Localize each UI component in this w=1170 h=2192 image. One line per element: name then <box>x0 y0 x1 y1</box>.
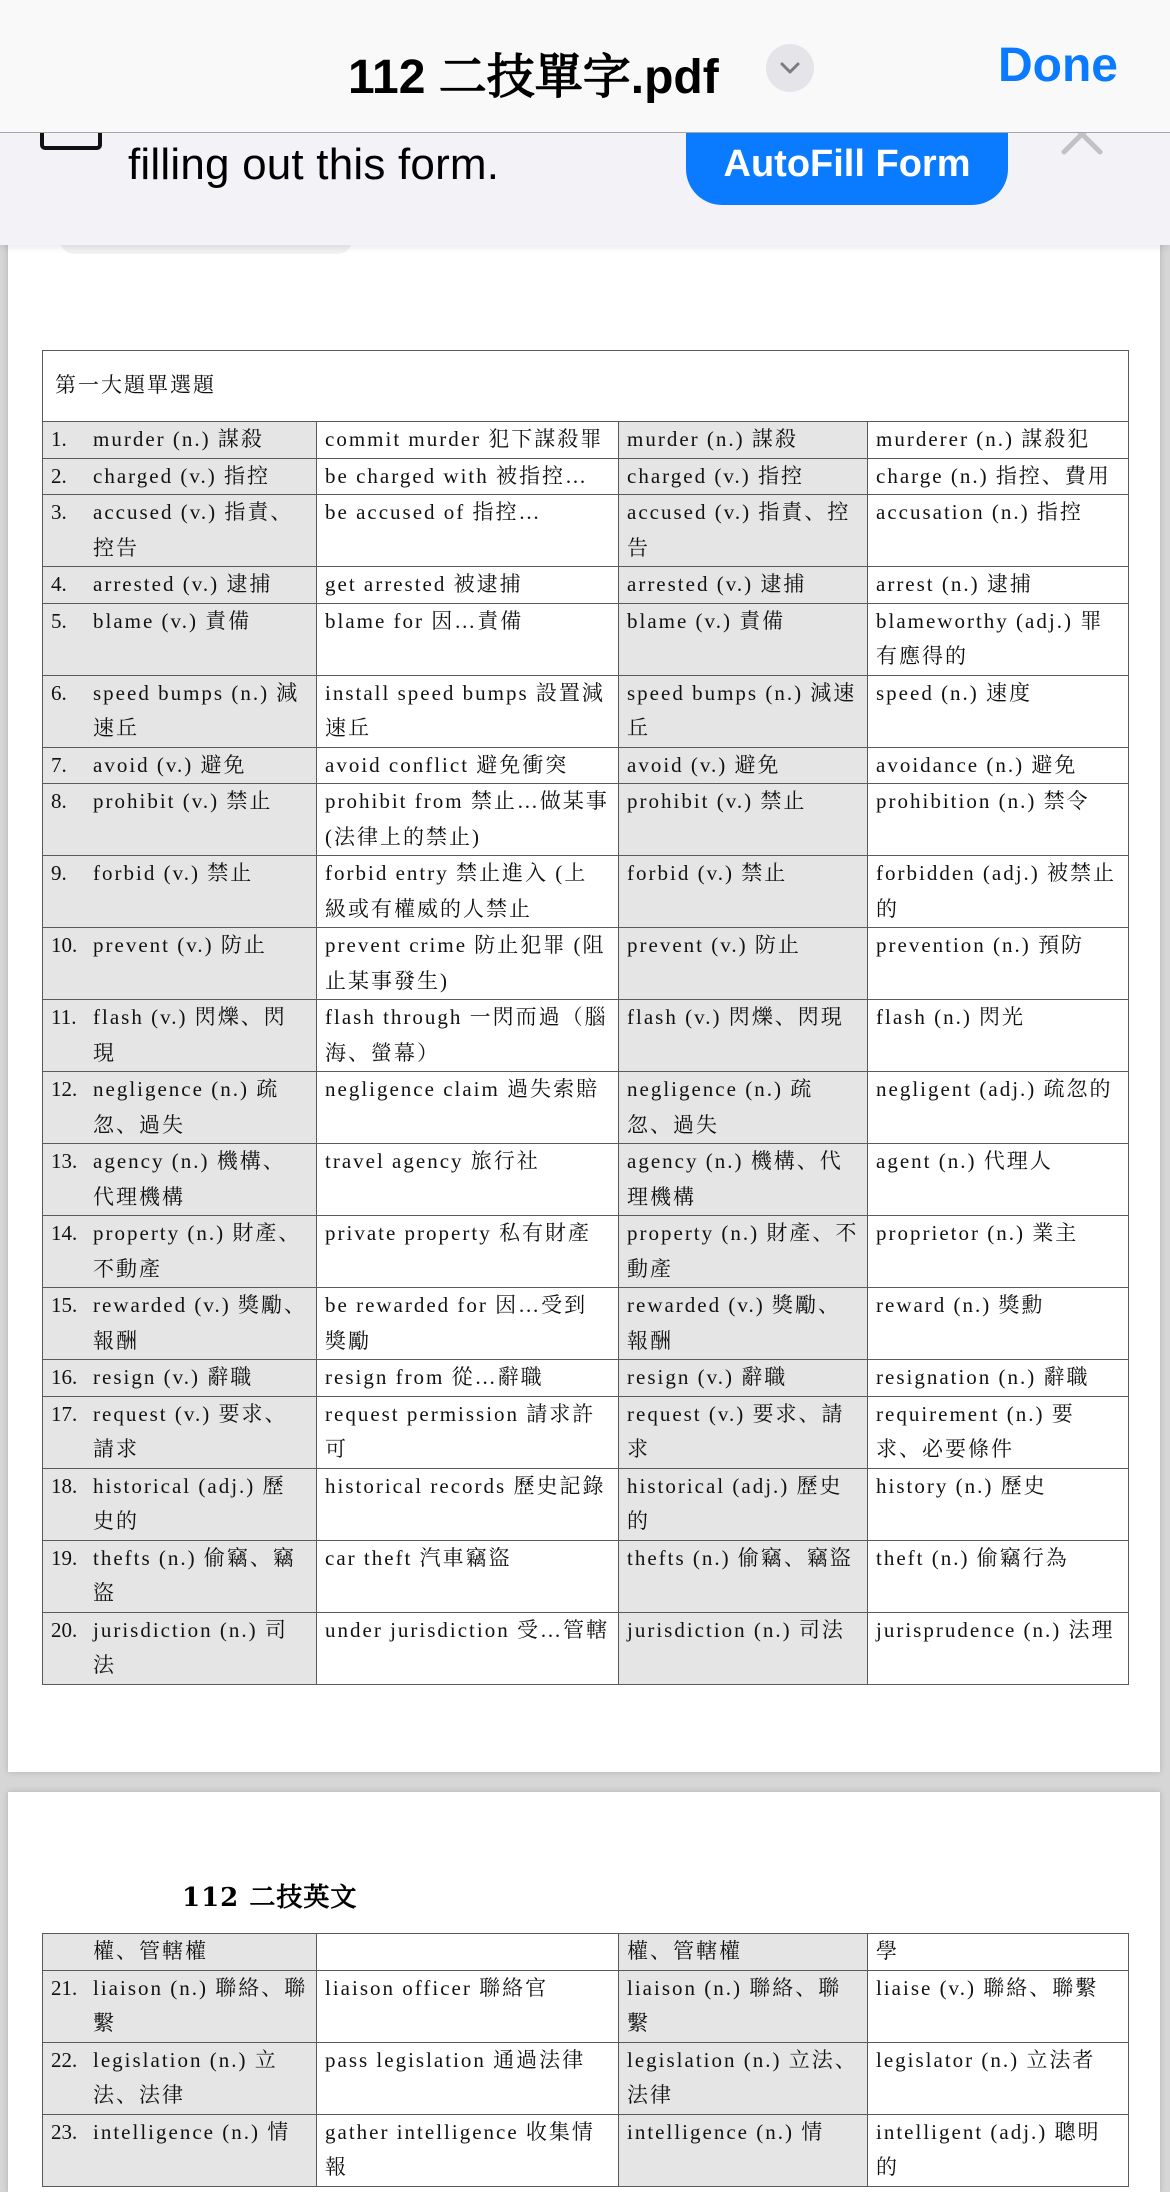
table-row <box>43 2042 1129 2114</box>
word-text: accused (v.) 指責、控告 <box>93 500 294 560</box>
word-text: intelligence (n.) 情 <box>93 2119 291 2144</box>
table-row <box>43 567 1129 604</box>
table-row <box>43 1360 1129 1397</box>
row-number: 21. <box>51 1975 78 2000</box>
cell-word <box>43 1360 317 1397</box>
cell-phrase <box>317 1934 619 1971</box>
word-text: rewarded (v.) 獎勵、報酬 <box>93 1293 307 1353</box>
row-number: 5. <box>51 608 67 633</box>
cell-derivative: agent (n.) 代理人 <box>868 1144 1129 1216</box>
cell-word <box>43 2114 317 2186</box>
cell-derivative: speed (n.) 速度 <box>868 675 1129 747</box>
pdf-page-2 <box>8 1792 1160 2192</box>
row-number: 22. <box>51 2047 78 2072</box>
cell-word <box>43 675 317 747</box>
cell-word-repeat: avoid (v.) 避免 <box>619 747 868 784</box>
cell-derivative: resignation (n.) 辭職 <box>868 1360 1129 1397</box>
cell-word <box>43 1396 317 1468</box>
table-row <box>43 1000 1129 1072</box>
cell-derivative: 學 <box>868 1934 1129 1971</box>
cell-derivative: jurisprudence (n.) 法理 <box>868 1612 1129 1684</box>
cell-word-repeat: negligence (n.) 疏忽、過失 <box>619 1072 868 1144</box>
word-text: jurisdiction (n.) 司法 <box>93 1617 288 1677</box>
row-number: 10. <box>51 933 78 957</box>
cell-word-repeat: prohibit (v.) 禁止 <box>619 784 868 856</box>
cell-word-repeat: legislation (n.) 立法、法律 <box>619 2042 868 2114</box>
cell-phrase: gather intelligence 收集情報 <box>317 2114 619 2186</box>
table-row <box>43 747 1129 784</box>
cell-word-repeat: murder (n.) 謀殺 <box>619 422 868 459</box>
cell-word-repeat: prevent (v.) 防止 <box>619 928 868 1000</box>
row-number: 4. <box>51 572 67 596</box>
cell-phrase: historical records 歷史記錄 <box>317 1468 619 1540</box>
cell-word <box>43 784 317 856</box>
cell-derivative: forbidden (adj.) 被禁止的 <box>868 856 1129 928</box>
cell-derivative: history (n.) 歷史 <box>868 1468 1129 1540</box>
row-number: 7. <box>51 752 67 777</box>
cell-word <box>43 1072 317 1144</box>
row-number: 15. <box>51 1293 78 1317</box>
table-row <box>43 1970 1129 2042</box>
cell-word-repeat: flash (v.) 閃爍、閃現 <box>619 1000 868 1072</box>
cell-derivative: prevention (n.) 預防 <box>868 928 1129 1000</box>
cell-word-repeat: 權、管轄權 <box>619 1934 868 1971</box>
cell-derivative: charge (n.) 指控、費用 <box>868 458 1129 495</box>
table-row <box>43 1216 1129 1288</box>
cell-phrase: private property 私有財產 <box>317 1216 619 1288</box>
cell-derivative: requirement (n.) 要求、必要條件 <box>868 1396 1129 1468</box>
table-row <box>43 675 1129 747</box>
cell-phrase: commit murder 犯下謀殺罪 <box>317 422 619 459</box>
cell-word <box>43 603 317 675</box>
cell-phrase: prohibit from 禁止…做某事 (法律上的禁止) <box>317 784 619 856</box>
word-text: historical (adj.) 歷史的 <box>93 1473 286 1533</box>
cell-derivative: prohibition (n.) 禁令 <box>868 784 1129 856</box>
cell-phrase: get arrested 被逮捕 <box>317 567 619 604</box>
cell-phrase: blame for 因…責備 <box>317 603 619 675</box>
row-number: 11. <box>51 1005 77 1029</box>
cell-derivative: theft (n.) 偷竊行為 <box>868 1540 1129 1612</box>
row-number: 8. <box>51 789 67 813</box>
cell-word-repeat: historical (adj.) 歷史的 <box>619 1468 868 1540</box>
pdf-page-1 <box>8 180 1160 1772</box>
row-number: 3. <box>51 500 67 524</box>
word-text: blame (v.) 責備 <box>93 608 252 633</box>
word-text: thefts (n.) 偷竊、竊盜 <box>93 1545 296 1605</box>
cell-word <box>43 856 317 928</box>
cell-derivative: murderer (n.) 謀殺犯 <box>868 422 1129 459</box>
cell-phrase: travel agency 旅行社 <box>317 1144 619 1216</box>
autofill-banner <box>0 132 1170 245</box>
cell-word-repeat: request (v.) 要求、請求 <box>619 1396 868 1468</box>
cell-derivative: liaise (v.) 聯絡、聯繫 <box>868 1970 1129 2042</box>
table-row <box>43 1288 1129 1360</box>
table-row <box>43 603 1129 675</box>
cell-derivative: intelligent (adj.) 聰明的 <box>868 2114 1129 2186</box>
document-title: 112 二技英文 <box>182 1883 358 1913</box>
word-text: speed bumps (n.) 減速丘 <box>93 680 300 740</box>
table-row <box>43 1540 1129 1612</box>
cell-word <box>43 1468 317 1540</box>
cell-word <box>43 2042 317 2114</box>
banner-message: filling out this form. <box>128 140 500 189</box>
cell-word-repeat: arrested (v.) 逮捕 <box>619 567 868 604</box>
cell-word <box>43 1000 317 1072</box>
word-text: prevent (v.) 防止 <box>93 933 267 957</box>
table-row <box>43 784 1129 856</box>
table-row-continuation <box>43 1934 1129 1971</box>
cell-word <box>43 928 317 1000</box>
cell-word <box>43 1144 317 1216</box>
row-number: 2. <box>51 463 67 488</box>
table-row <box>43 1144 1129 1216</box>
cell-phrase: request permission 請求許可 <box>317 1396 619 1468</box>
navigation-bar <box>0 0 1170 133</box>
cell-word <box>43 567 317 604</box>
word-text: negligence (n.) 疏忽、過失 <box>93 1077 280 1137</box>
cell-phrase: liaison officer 聯絡官 <box>317 1970 619 2042</box>
cell-word <box>43 495 317 567</box>
word-text: forbid (v.) 禁止 <box>93 861 254 885</box>
cell-derivative: flash (n.) 閃光 <box>868 1000 1129 1072</box>
cell-phrase: resign from 從…辭職 <box>317 1360 619 1397</box>
cell-derivative: accusation (n.) 指控 <box>868 495 1129 567</box>
word-text: request (v.) 要求、請求 <box>93 1401 288 1461</box>
cell-word <box>43 1540 317 1612</box>
cell-phrase: be rewarded for 因…受到獎勵 <box>317 1288 619 1360</box>
table-row <box>43 1072 1129 1144</box>
table-row <box>43 495 1129 567</box>
row-number: 14. <box>51 1221 78 1245</box>
cell-derivative: arrest (n.) 逮捕 <box>868 567 1129 604</box>
word-text: arrested (v.) 逮捕 <box>93 572 273 596</box>
cell-word-repeat: jurisdiction (n.) 司法 <box>619 1612 868 1684</box>
table-row <box>43 1396 1129 1468</box>
cell-derivative: negligent (adj.) 疏忽的 <box>868 1072 1129 1144</box>
word-text: charged (v.) 指控 <box>93 463 270 488</box>
cell-word <box>43 458 317 495</box>
vocab-table-page-2 <box>42 1933 1129 2187</box>
cell-phrase: negligence claim 過失索賠 <box>317 1072 619 1144</box>
cell-derivative: avoidance (n.) 避免 <box>868 747 1129 784</box>
cell-phrase: forbid entry 禁止進入 (上級或有權威的人禁止 <box>317 856 619 928</box>
row-number: 6. <box>51 680 67 705</box>
cell-phrase: under jurisdiction 受…管轄 <box>317 1612 619 1684</box>
section-title: 第一大題單選題 <box>43 351 1129 422</box>
cell-derivative: proprietor (n.) 業主 <box>868 1216 1129 1288</box>
cell-derivative: legislator (n.) 立法者 <box>868 2042 1129 2114</box>
cell-word <box>43 1612 317 1684</box>
cell-phrase: install speed bumps 設置減速丘 <box>317 675 619 747</box>
table-row <box>43 1468 1129 1540</box>
word-text: liaison (n.) 聯絡、聯繫 <box>93 1975 308 2035</box>
cell-word-repeat: forbid (v.) 禁止 <box>619 856 868 928</box>
cell-derivative: reward (n.) 獎勳 <box>868 1288 1129 1360</box>
cell-word-repeat: thefts (n.) 偷竊、竊盜 <box>619 1540 868 1612</box>
cell-phrase: prevent crime 防止犯罪 (阻止某事發生) <box>317 928 619 1000</box>
row-number: 1. <box>51 427 67 451</box>
cell-derivative: blameworthy (adj.) 罪有應得的 <box>868 603 1129 675</box>
cell-word-repeat: accused (v.) 指責、控告 <box>619 495 868 567</box>
table-row <box>43 2114 1129 2186</box>
word-text: resign (v.) 辭職 <box>93 1365 254 1389</box>
cell-word <box>43 747 317 784</box>
table-row <box>43 1612 1129 1684</box>
cell-word-repeat: liaison (n.) 聯絡、聯繫 <box>619 1970 868 2042</box>
word-text: flash (v.) 閃爍、閃現 <box>93 1005 287 1065</box>
cell-word <box>43 1288 317 1360</box>
document-filename[interactable]: 112 二技單字.pdf <box>348 51 719 104</box>
cell-word <box>43 422 317 459</box>
chevron-down-icon[interactable] <box>766 44 814 92</box>
cell-phrase: be charged with 被指控… <box>317 458 619 495</box>
cell-word-repeat: property (n.) 財產、不動產 <box>619 1216 868 1288</box>
cell-word-repeat: agency (n.) 機構、代理機構 <box>619 1144 868 1216</box>
table-row <box>43 458 1129 495</box>
cell-word-repeat: resign (v.) 辭職 <box>619 1360 868 1397</box>
word-text: legislation (n.) 立法、法律 <box>93 2047 278 2107</box>
cell-phrase: avoid conflict 避免衝突 <box>317 747 619 784</box>
cell-word <box>43 1216 317 1288</box>
row-number: 18. <box>51 1473 78 1498</box>
row-number: 16. <box>51 1365 78 1389</box>
word-text: prohibit (v.) 禁止 <box>93 789 273 813</box>
row-number: 23. <box>51 2119 78 2144</box>
row-number: 9. <box>51 861 67 885</box>
table-row <box>43 928 1129 1000</box>
cell-word-repeat: rewarded (v.) 獎勵、報酬 <box>619 1288 868 1360</box>
word-text: avoid (v.) 避免 <box>93 752 247 777</box>
table-row <box>43 422 1129 459</box>
word-text: property (n.) 財產、不動產 <box>93 1221 302 1281</box>
vocab-table-page-1 <box>42 350 1129 1685</box>
word-text: agency (n.) 機構、代理機構 <box>93 1149 286 1209</box>
cell-word-repeat: charged (v.) 指控 <box>619 458 868 495</box>
done-button[interactable]: Done <box>998 39 1118 92</box>
cell-word <box>43 1970 317 2042</box>
row-number: 12. <box>51 1077 78 1101</box>
row-number: 17. <box>51 1401 78 1426</box>
cell-phrase: be accused of 指控… <box>317 495 619 567</box>
cell-phrase: car theft 汽車竊盜 <box>317 1540 619 1612</box>
word-text: murder (n.) 謀殺 <box>93 427 264 451</box>
cell-word-repeat: intelligence (n.) 情 <box>619 2114 868 2186</box>
cell-word-repeat: blame (v.) 責備 <box>619 603 868 675</box>
cell-word: 權、管轄權 <box>43 1934 317 1971</box>
table-row <box>43 856 1129 928</box>
cell-word-repeat: speed bumps (n.) 減速丘 <box>619 675 868 747</box>
row-number: 20. <box>51 1617 78 1642</box>
row-number: 13. <box>51 1149 78 1173</box>
autofill-form-button[interactable]: AutoFill Form <box>686 92 1008 205</box>
cell-phrase: flash through 一閃而過（腦海、螢幕） <box>317 1000 619 1072</box>
row-number: 19. <box>51 1545 78 1570</box>
cell-phrase: pass legislation 通過法律 <box>317 2042 619 2114</box>
